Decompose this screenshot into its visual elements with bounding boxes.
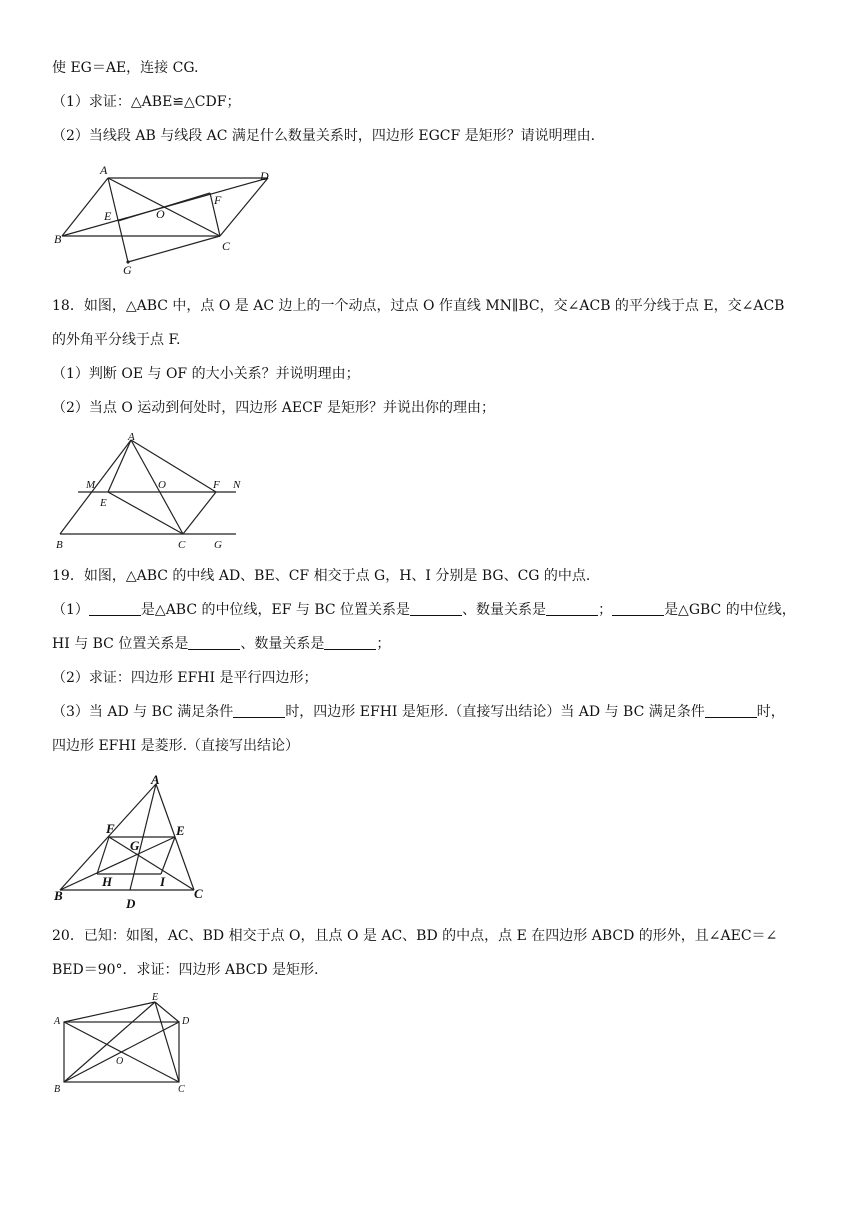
q19-label-g: G: [130, 838, 140, 853]
q18-label-e: E: [100, 497, 107, 509]
q19-blank-4[interactable]: [612, 601, 664, 616]
q18-label-o: O: [158, 479, 166, 491]
q19-stem: 19．如图，△ABC 的中线 AD、BE、CF 相交于点 G，H、I 分别是 BG、CG 的中点.: [52, 568, 591, 584]
q17-part1: （1）求证：△ABE≌△CDF；: [52, 94, 241, 110]
q18-label-c: C: [178, 539, 186, 551]
q19-blank-2[interactable]: [410, 601, 462, 616]
q19-part3-text-c: 时，: [756, 704, 785, 720]
q18-stem-line1: 18．如图，△ABC 中，点 O 是 AC 边上的一个动点，过点 O 作直线 MN∥BC，交∠ACB 的平分线于点 E，交∠ACB: [52, 298, 785, 314]
q19-part1-prefix: （1）: [52, 602, 89, 618]
q19-figure: [48, 770, 218, 910]
q17-figure: [50, 160, 280, 280]
q18-label-f: F: [213, 479, 220, 491]
q17-label-g: G: [123, 263, 132, 277]
q17-label-b: B: [54, 232, 62, 246]
q20-label-d: D: [182, 1016, 190, 1027]
q19-label-a: A: [151, 772, 160, 787]
q17-label-c: C: [222, 239, 231, 253]
q19-part1-text-h: ；: [376, 636, 391, 652]
q19-part1-text-f: HI 与 BC 位置关系是: [52, 636, 189, 652]
q19-part3-line1: [52, 702, 812, 722]
q20-label-e: E: [152, 992, 159, 1003]
q19-blank-8[interactable]: [705, 703, 757, 718]
q19-part3-line2: 四边形 EFHI 是菱形.（直接写出结论）: [52, 738, 300, 754]
q19-blank-1[interactable]: [89, 601, 141, 616]
q17-intro: 使 EG＝AE，连接 CG.: [52, 60, 199, 76]
q19-part1-text-b: 是△ABC 的中位线，EF 与 BC 位置关系是: [140, 602, 411, 618]
q20-label-c: C: [178, 1084, 185, 1095]
q19-part1-text-d: ；: [598, 602, 613, 618]
q18-stem-line2: 的外角平分线于点 F.: [52, 332, 181, 348]
q20-stem-line1: 20．已知：如图，AC、BD 相交于点 O，且点 O 是 AC、BD 的中点，点 E 在四边形 ABCD 的形外，且∠AEC＝∠: [52, 928, 778, 944]
q18-label-a: A: [128, 431, 135, 443]
q18-label-m: M: [86, 479, 96, 491]
q18-part2: （2）当点 O 运动到何处时，四边形 AECF 是矩形？并说出你的理由；: [52, 400, 495, 416]
q18-part1: （1）判断 OE 与 OF 的大小关系？并说明理由；: [52, 366, 360, 382]
q19-label-b: B: [54, 888, 63, 903]
q18-figure: [48, 430, 258, 555]
q19-part1-line2: [52, 634, 812, 654]
q19-label-h: H: [102, 874, 113, 889]
q19-part2: （2）求证：四边形 EFHI 是平行四边形；: [52, 670, 318, 686]
q19-blank-6[interactable]: [324, 635, 376, 650]
q17-label-o: O: [156, 207, 165, 221]
q17-part2: （2）当线段 AB 与线段 AC 满足什么数量关系时，四边形 EGCF 是矩形？请说明理由.: [52, 128, 596, 144]
q19-part3-text-a: （3）当 AD 与 BC 满足条件: [52, 704, 234, 720]
q19-label-f: F: [106, 821, 115, 836]
q20-label-a: A: [54, 1016, 61, 1027]
q19-blank-7[interactable]: [233, 703, 285, 718]
q18-label-n: N: [233, 479, 241, 491]
q17-label-f: F: [214, 193, 222, 207]
q19-part3-text-b: 时，四边形 EFHI 是矩形.（直接写出结论）当 AD 与 BC 满足条件: [285, 704, 705, 720]
q19-part1-text-g: 、数量关系是: [240, 636, 325, 652]
q17-label-d: D: [260, 169, 269, 183]
q17-label-e: E: [104, 209, 112, 223]
q19-label-e: E: [176, 823, 185, 838]
q18-label-g: G: [214, 539, 222, 551]
q20-label-b: B: [54, 1084, 61, 1095]
q19-label-i: I: [160, 874, 166, 889]
q19-part1-line1: [52, 600, 812, 620]
q19-label-d: D: [126, 896, 136, 910]
q19-blank-3[interactable]: [546, 601, 598, 616]
q20-figure: [48, 988, 208, 1098]
q20-stem-line2: BED＝90°．求证：四边形 ABCD 是矩形.: [52, 962, 319, 978]
q19-part1-text-c: 、数量关系是: [462, 602, 547, 618]
q17-label-a: A: [100, 163, 108, 177]
q18-label-b: B: [56, 539, 63, 551]
q19-label-c: C: [194, 886, 203, 901]
q20-label-o: O: [116, 1056, 124, 1067]
q19-blank-5[interactable]: [188, 635, 240, 650]
q19-part1-text-e: 是△GBC 的中位线，: [664, 602, 796, 618]
